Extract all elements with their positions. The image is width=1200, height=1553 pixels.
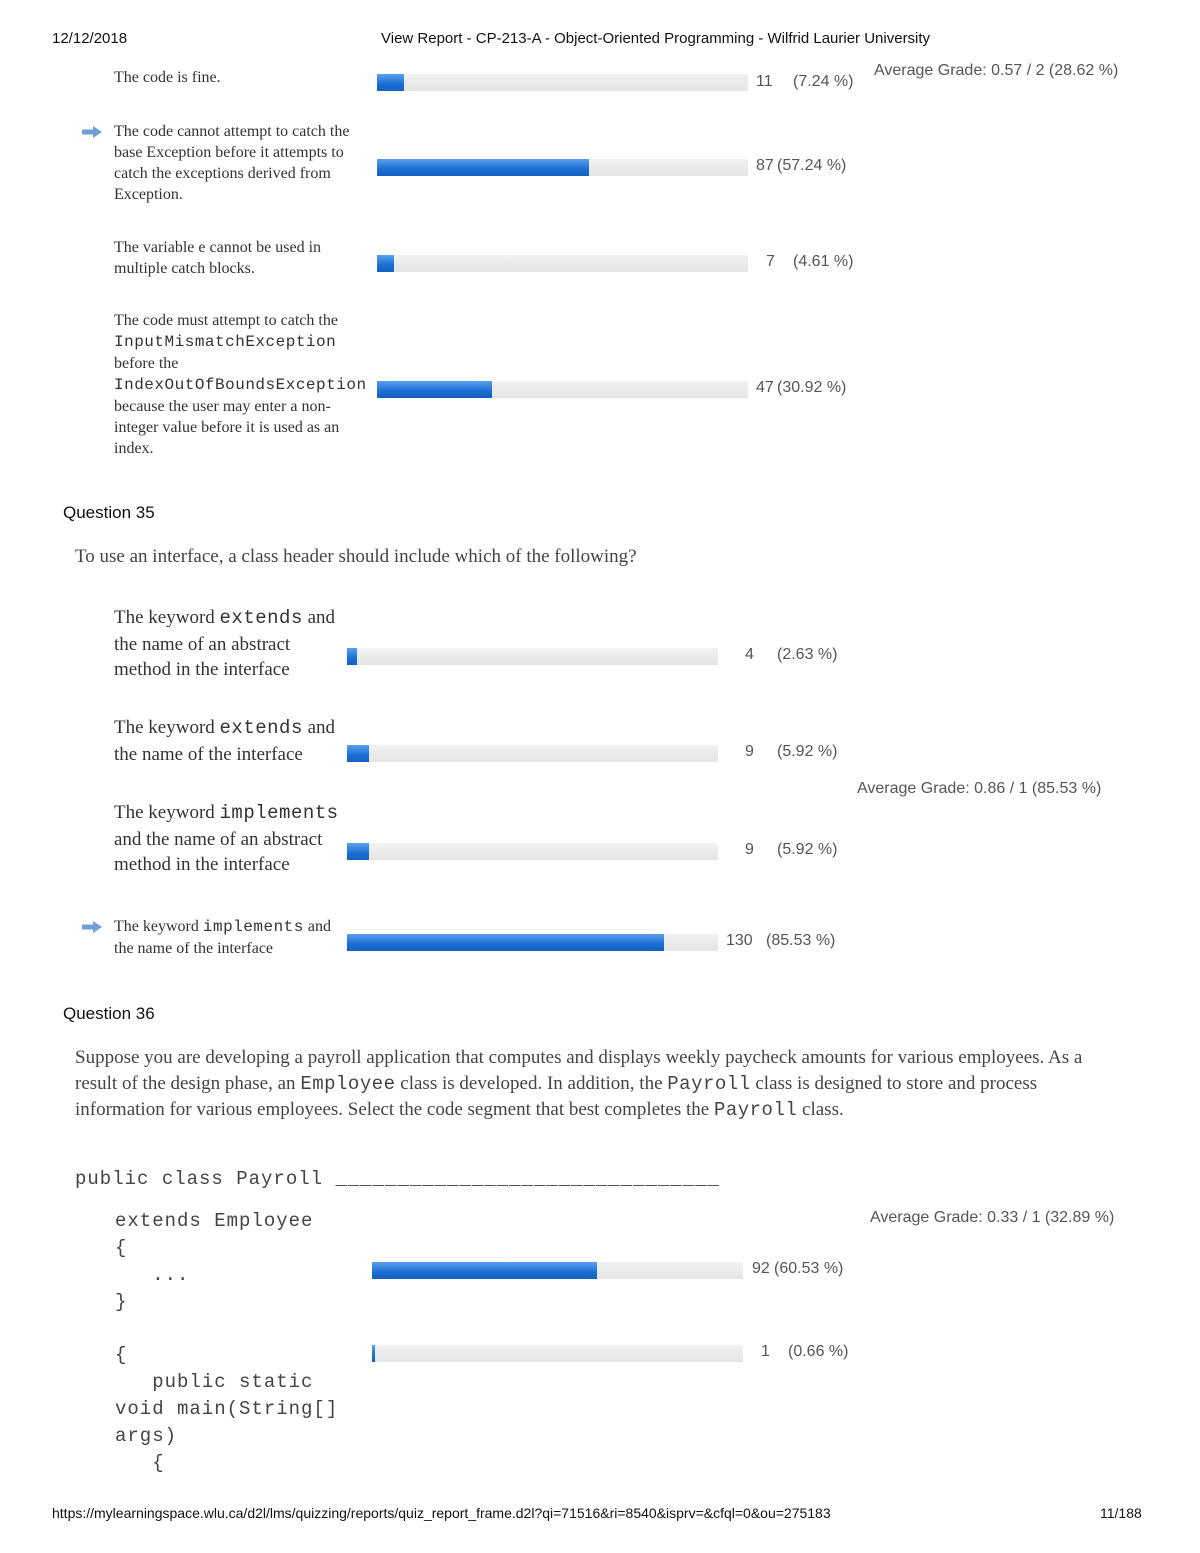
q34-answer-4-code-a: InputMismatchException: [114, 333, 337, 351]
q35-answer-2-rest: and the name of the interface: [114, 717, 336, 765]
q36-code-payroll: Payroll: [667, 1073, 751, 1095]
q34-answer-4-code-b: IndexOutOfBoundsException: [114, 376, 367, 394]
q34-answer-4-text: [114, 310, 374, 459]
correct-answer-arrow-icon: [82, 921, 102, 933]
q36-text-d: class.: [802, 1099, 844, 1120]
q34-answer-4-percent: (30.92 %): [777, 379, 847, 396]
q34-answer-1-text: The code is fine.: [114, 69, 221, 86]
q36-answer-2-code: { public static void main(String[] args) {: [115, 1344, 339, 1474]
q34-answer-4-bar: [377, 381, 748, 398]
q34-answer-2-percent: (57.24 %): [777, 157, 847, 174]
question-36-title: Question 36: [63, 1004, 155, 1023]
q36-average-grade: Average Grade: 0.33 / 1 (32.89 %): [870, 1209, 1115, 1226]
q36-answer-1-percent: (60.53 %): [774, 1260, 844, 1277]
q35-answer-4-bar: [347, 934, 718, 951]
q35-answer-3-text: [114, 800, 339, 878]
print-date: 12/12/2018: [52, 30, 128, 47]
q35-answer-4-percent: (85.53 %): [766, 932, 836, 949]
q35-answer-3-lead: The keyword: [114, 802, 215, 823]
q34-answer-1-bar: [377, 74, 748, 91]
q35-answer-4-text: [114, 916, 339, 959]
q34-average-grade: Average Grade: 0.57 / 2 (28.62 %): [874, 62, 1119, 79]
question-35-text: To use an interface, a class header should include which of the following?: [75, 546, 637, 567]
q34-answer-3-bar: [377, 255, 748, 272]
q36-text-a: Suppose you are developing a payroll application that computes and displays weekly paycheck amounts for various employees. As a result of the design phase, an: [75, 1047, 1083, 1094]
q35-average-grade: Average Grade: 0.86 / 1 (85.53 %): [857, 780, 1102, 797]
q35-answer-2-lead: The keyword: [114, 717, 215, 738]
q34-answer-3-text: The variable e cannot be used in multiple catch blocks.: [114, 239, 322, 277]
q36-code-employee: Employee: [300, 1073, 396, 1095]
q35-answer-3-percent: (5.92 %): [777, 841, 838, 858]
q35-answer-2-bar: [347, 745, 718, 762]
q34-answer-3-count: 7: [766, 253, 775, 270]
q35-answer-2-text: [114, 715, 339, 767]
q35-answer-2-percent: (5.92 %): [777, 743, 838, 760]
q36-answer-2-count: 1: [761, 1343, 770, 1360]
q35-answer-1-count: 4: [745, 646, 754, 663]
q35-answer-1-rest: and the name of an abstract method in the interface: [114, 607, 336, 680]
q35-answer-2-count: 9: [745, 743, 754, 760]
q35-answer-3-bar: [347, 843, 718, 860]
q35-answer-4-count: 130: [726, 932, 753, 949]
q35-answer-4-rest: and the name of the interface: [114, 918, 331, 957]
q35-answer-3-rest: and the name of an abstract method in the interface: [114, 828, 323, 875]
q36-text-b: class is developed. In addition, the: [400, 1073, 663, 1094]
q35-answer-1-keyword: extends: [219, 607, 303, 629]
q35-answer-4-lead: The keyword: [114, 918, 199, 935]
q34-answer-4-count: 47: [756, 379, 774, 396]
q35-answer-3-count: 9: [745, 841, 754, 858]
q34-answer-2-text: The code cannot attempt to catch the base Exception before it attempts to catch the exceptions derived from Exception.: [114, 123, 350, 203]
page-number: 11/188: [1100, 1505, 1142, 1521]
q35-answer-1-text: [114, 605, 339, 683]
q34-answer-4-text-b: before the: [114, 355, 179, 372]
q35-answer-1-lead: The keyword: [114, 607, 215, 628]
q35-answer-3-keyword: implements: [219, 802, 339, 824]
q36-answer-1-count: 92: [752, 1260, 770, 1277]
q36-answer-2-percent: (0.66 %): [788, 1343, 849, 1360]
q36-code-line: public class Payroll _______________________________: [75, 1168, 720, 1190]
question-36-text: [75, 1045, 1115, 1123]
question-35-title: Question 35: [63, 503, 155, 522]
page-title: View Report - CP-213-A - Object-Oriented Programming - Wilfrid Laurier University: [381, 30, 931, 47]
q35-answer-1-percent: (2.63 %): [777, 646, 838, 663]
q34-answer-1-percent: (7.24 %): [793, 73, 854, 90]
q35-answer-2-keyword: extends: [219, 717, 303, 739]
q34-answer-4-text-c: because the user may enter a non-integer value before it is used as an index.: [114, 398, 340, 457]
q34-answer-1-count: 11: [756, 73, 773, 90]
q34-answer-3-percent: (4.61 %): [793, 253, 854, 270]
q35-answer-1-bar: [347, 648, 718, 665]
q35-answer-4-keyword: implements: [202, 918, 304, 936]
q34-answer-2-count: 87: [756, 157, 774, 174]
q34-answer-4-text-a: The code must attempt to catch the: [114, 312, 338, 329]
q36-answer-1-bar: [372, 1262, 743, 1279]
q36-code-payroll-2: Payroll: [713, 1099, 798, 1121]
q36-answer-1-code: extends Employee { ... }: [115, 1210, 314, 1313]
q34-answer-2-bar: [377, 159, 748, 176]
q36-text-c: class is designed to store and process information for various employees. Select the code segment that best completes the: [75, 1073, 1038, 1120]
correct-answer-arrow-icon: [82, 126, 102, 138]
q36-answer-2-bar: [372, 1345, 743, 1362]
page-url: https://mylearningspace.wlu.ca/d2l/lms/quizzing/reports/quiz_report_frame.d2l?qi=71516&ri=8540&isprv=&cfql=0&ou=275183: [52, 1505, 831, 1521]
